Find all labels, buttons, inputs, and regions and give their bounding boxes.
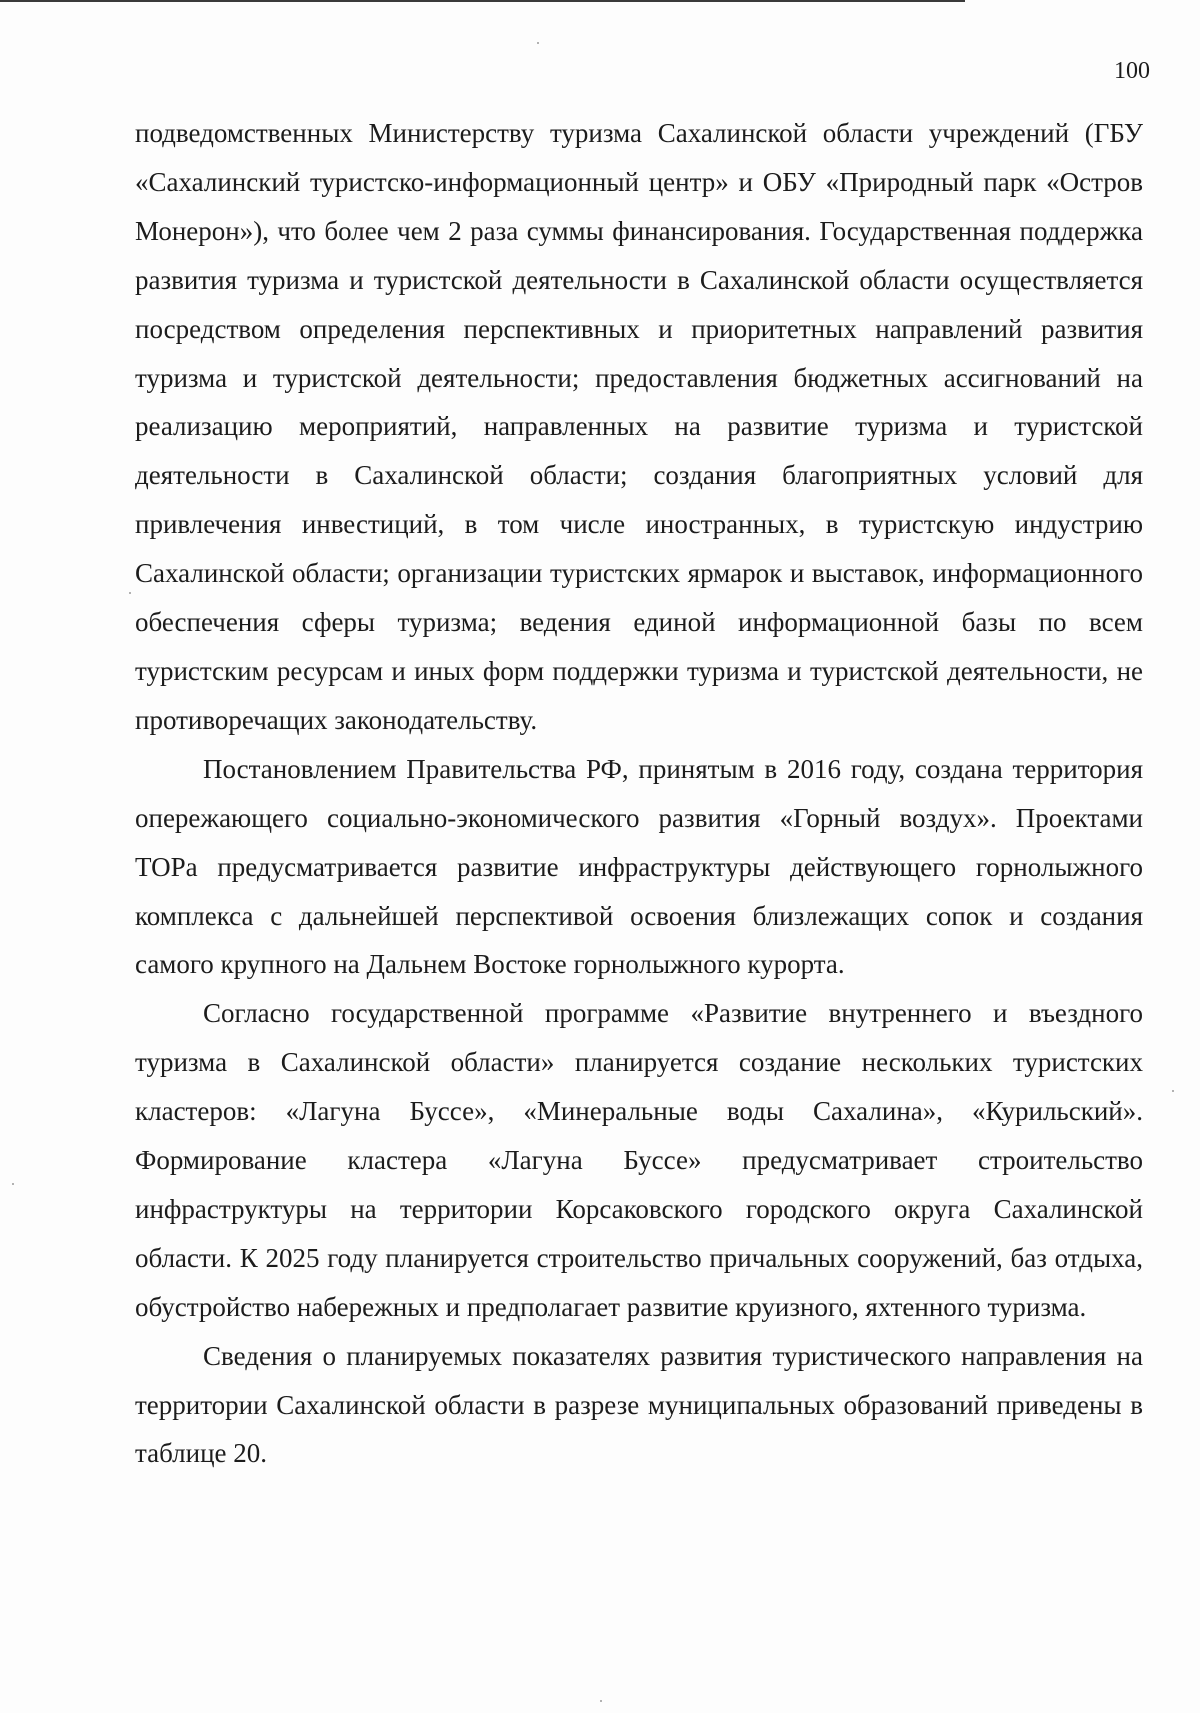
scan-speck <box>12 1183 14 1185</box>
page-number: 100 <box>1114 58 1150 84</box>
scan-speck <box>1172 1090 1174 1092</box>
document-body <box>135 109 1143 1478</box>
paragraph-3: Согласно государственной программе «Развитие внутреннего и въездного туризма в Сахалинской области» планируется создание нескольких туристских кластеров: «Лагуна Буссе», «Минеральные воды Сахалина», «Курильский». Формирование кластера «Лагуна Буссе» предусматривает строительство инфраструктуры на территории Корсаковского городского округа Сахалинской области. К 2025 году планируется строительство причальных сооружений, баз отдыха, обустройство набережных и предполагает развитие круизного, яхтенного туризма. <box>135 998 1143 1322</box>
paragraph-1: подведомственных Министерству туризма Сахалинской области учреждений (ГБУ «Сахалинский туристско-информационный центр» и ОБУ «Природный парк «Остров Монерон»), что более чем 2 раза суммы финансирования. Государственная поддержка развития туризма и туристской деятельности в Сахалинской области осуществляется посредством определения перспективных и приоритетных направлений развития туризма и туристской деятельности; предоставления бюджетных ассигнований на реализацию мероприятий, направленных на развитие туризма и туристской деятельности в Сахалинской области; создания благоприятных условий для привлечения инвестиций, в том числе иностранных, в туристскую индустрию Сахалинской области; организации туристских ярмарок и выставок, информационного обеспечения сферы туризма; ведения единой информационной базы по всем туристским ресурсам и иных форм поддержки туризма и туристской деятельности, не противоречащих законодательству. <box>135 118 1143 735</box>
scan-speck <box>600 1700 602 1702</box>
scan-speck <box>129 592 131 594</box>
paragraph-4: Сведения о планируемых показателях развития туристического направления на территории Сахалинской области в разрезе муниципальных образований приведены в таблице 20. <box>135 1340 1143 1469</box>
paragraph-2: Постановлением Правительства РФ, принятым в 2016 году, создана территория опережающего социально-экономического развития «Горный воздух». Проектами ТОРа предусматривается развитие инфраструктуры действующего горнолыжного комплекса с дальнейшей перспективой освоения близлежащих сопок и создания самого крупного на Дальнем Востоке горнолыжного курорта. <box>135 753 1143 980</box>
scan-speck <box>537 42 539 44</box>
scan-top-edge <box>0 0 965 2</box>
